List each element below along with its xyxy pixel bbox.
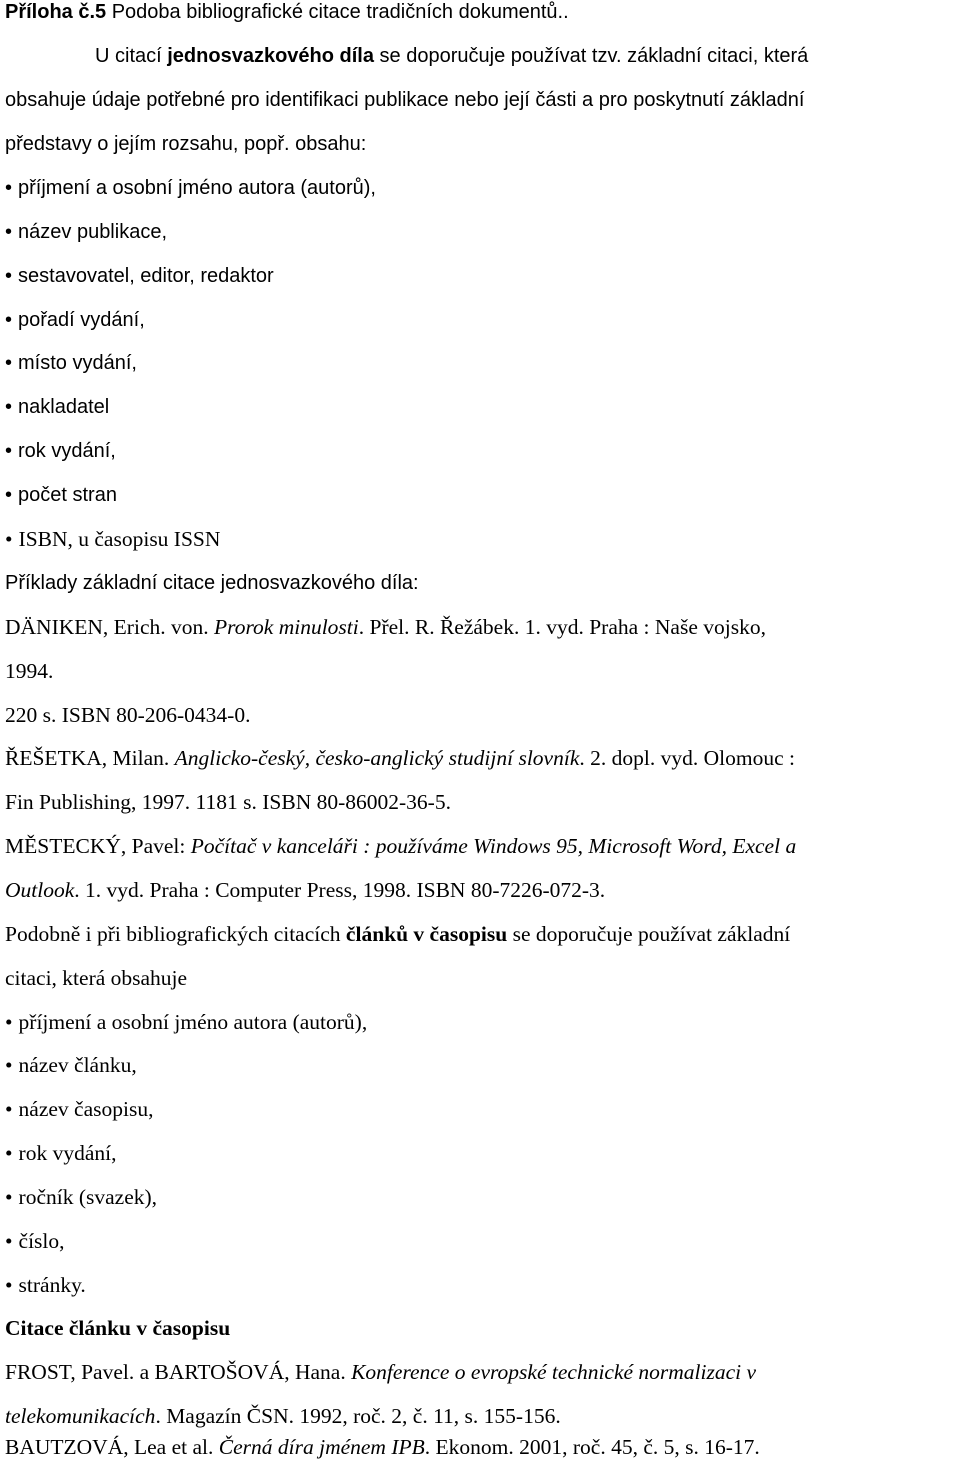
intro-line-3: představy o jejím rozsahu, popř. obsahu:: [5, 133, 367, 155]
citation-details: . 2. dopl. vyd. Olomouc :: [579, 746, 795, 770]
book-field-item: • sestavovatel, editor, redaktor: [5, 266, 274, 286]
book-field-item: • pořadí vydání,: [5, 310, 145, 330]
article-field-item: • ročník (svazek),: [5, 1187, 157, 1209]
citation-details: . Magazín ČSN. 1992, roč. 2, č. 11, s. 155-156.: [155, 1404, 561, 1428]
citation-details: . Přel. R. Řežábek. 1. vyd. Praha : Naše vojsko,: [358, 615, 766, 639]
article-field-item: • stránky.: [5, 1275, 86, 1297]
citation-author: BAUTZOVÁ, Lea et al.: [5, 1435, 219, 1459]
article-intro-line-1: [5, 924, 790, 946]
appendix-number: Příloha č.5: [5, 1, 107, 23]
intro-line-1: [95, 46, 808, 66]
article-intro-emphasis: článků v časopisu: [345, 922, 508, 946]
citation-title: Prorok minulosti: [214, 615, 359, 639]
appendix-heading: [5, 2, 569, 22]
intro-line-2: obsahuje údaje potřebné pro identifikaci publikace nebo její části a pro poskytnutí základní: [5, 89, 805, 111]
citation-author: DÄNIKEN, Erich. von.: [5, 615, 214, 639]
article-intro-line-2: citaci, která obsahuje: [5, 966, 188, 990]
citation-frost: [5, 1362, 756, 1384]
citation-mestecky-line-2: [5, 880, 605, 902]
article-field-item: • rok vydání,: [5, 1143, 116, 1165]
citation-daniken-line-2: 1994.: [5, 659, 54, 683]
citation-resetka-line-2: Fin Publishing, 1997. 1181 s. ISBN 80-86002-36-5.: [5, 790, 451, 814]
book-field-item: • počet stran: [5, 485, 117, 505]
citation-title: Anglicko-český, česko-anglický studijní slovník: [174, 746, 580, 770]
book-field-item: • příjmení a osobní jméno autora (autorů),: [5, 178, 376, 198]
article-field-item: • název časopisu,: [5, 1099, 153, 1121]
citation-author: ŘEŠETKA, Milan.: [5, 746, 175, 770]
citation-bautzova: [5, 1437, 760, 1459]
citation-frost-line-2: [5, 1406, 561, 1428]
citation-title: Černá díra jménem IPB: [218, 1435, 425, 1459]
citation-resetka: [5, 748, 795, 770]
book-field-item: • název publikace,: [5, 222, 167, 242]
citation-author: FROST, Pavel. a BARTOŠOVÁ, Hana.: [5, 1360, 352, 1384]
article-field-item: • název článku,: [5, 1055, 137, 1077]
article-citation-heading: Citace článku v časopisu: [5, 1316, 231, 1340]
intro-emphasis: jednosvazkového díla: [167, 45, 374, 67]
intro-text: se doporučuje používat tzv. základní citaci, která: [373, 45, 809, 67]
appendix-title: Podoba bibliografické citace tradičních dokumentů..: [106, 1, 569, 23]
citation-title: Konference o evropské technické normalizaci v: [351, 1360, 757, 1384]
intro-text: U citací: [95, 45, 168, 67]
book-field-item: • rok vydání,: [5, 441, 116, 461]
citation-daniken: [5, 617, 766, 639]
article-intro-text: se doporučuje používat základní: [507, 922, 791, 946]
citation-mestecky: [5, 836, 796, 858]
citation-details: . 1. vyd. Praha : Computer Press, 1998. ISBN 80-7226-072-3.: [74, 878, 606, 902]
article-field-item: • číslo,: [5, 1231, 65, 1253]
article-intro-text: Podobně i při bibliografických citacích: [5, 922, 346, 946]
citation-author: MĚSTECKÝ, Pavel:: [5, 834, 191, 858]
book-field-item: • nakladatel: [5, 397, 109, 417]
book-field-item: • ISBN, u časopisu ISSN: [5, 529, 220, 551]
citation-daniken-line-3: 220 s. ISBN 80-206-0434-0.: [5, 703, 251, 727]
citation-title: telekomunikacích: [5, 1404, 156, 1428]
citation-title: Počítač v kanceláři : používáme Windows 95, Microsoft Word, Excel a: [190, 834, 797, 858]
article-field-item: • příjmení a osobní jméno autora (autorů),: [5, 1012, 367, 1034]
book-field-item: • místo vydání,: [5, 353, 137, 373]
citation-title: Outlook: [5, 878, 75, 902]
citation-details: . Ekonom. 2001, roč. 45, č. 5, s. 16-17.: [424, 1435, 760, 1459]
examples-heading: Příklady základní citace jednosvazkového díla:: [5, 572, 419, 594]
